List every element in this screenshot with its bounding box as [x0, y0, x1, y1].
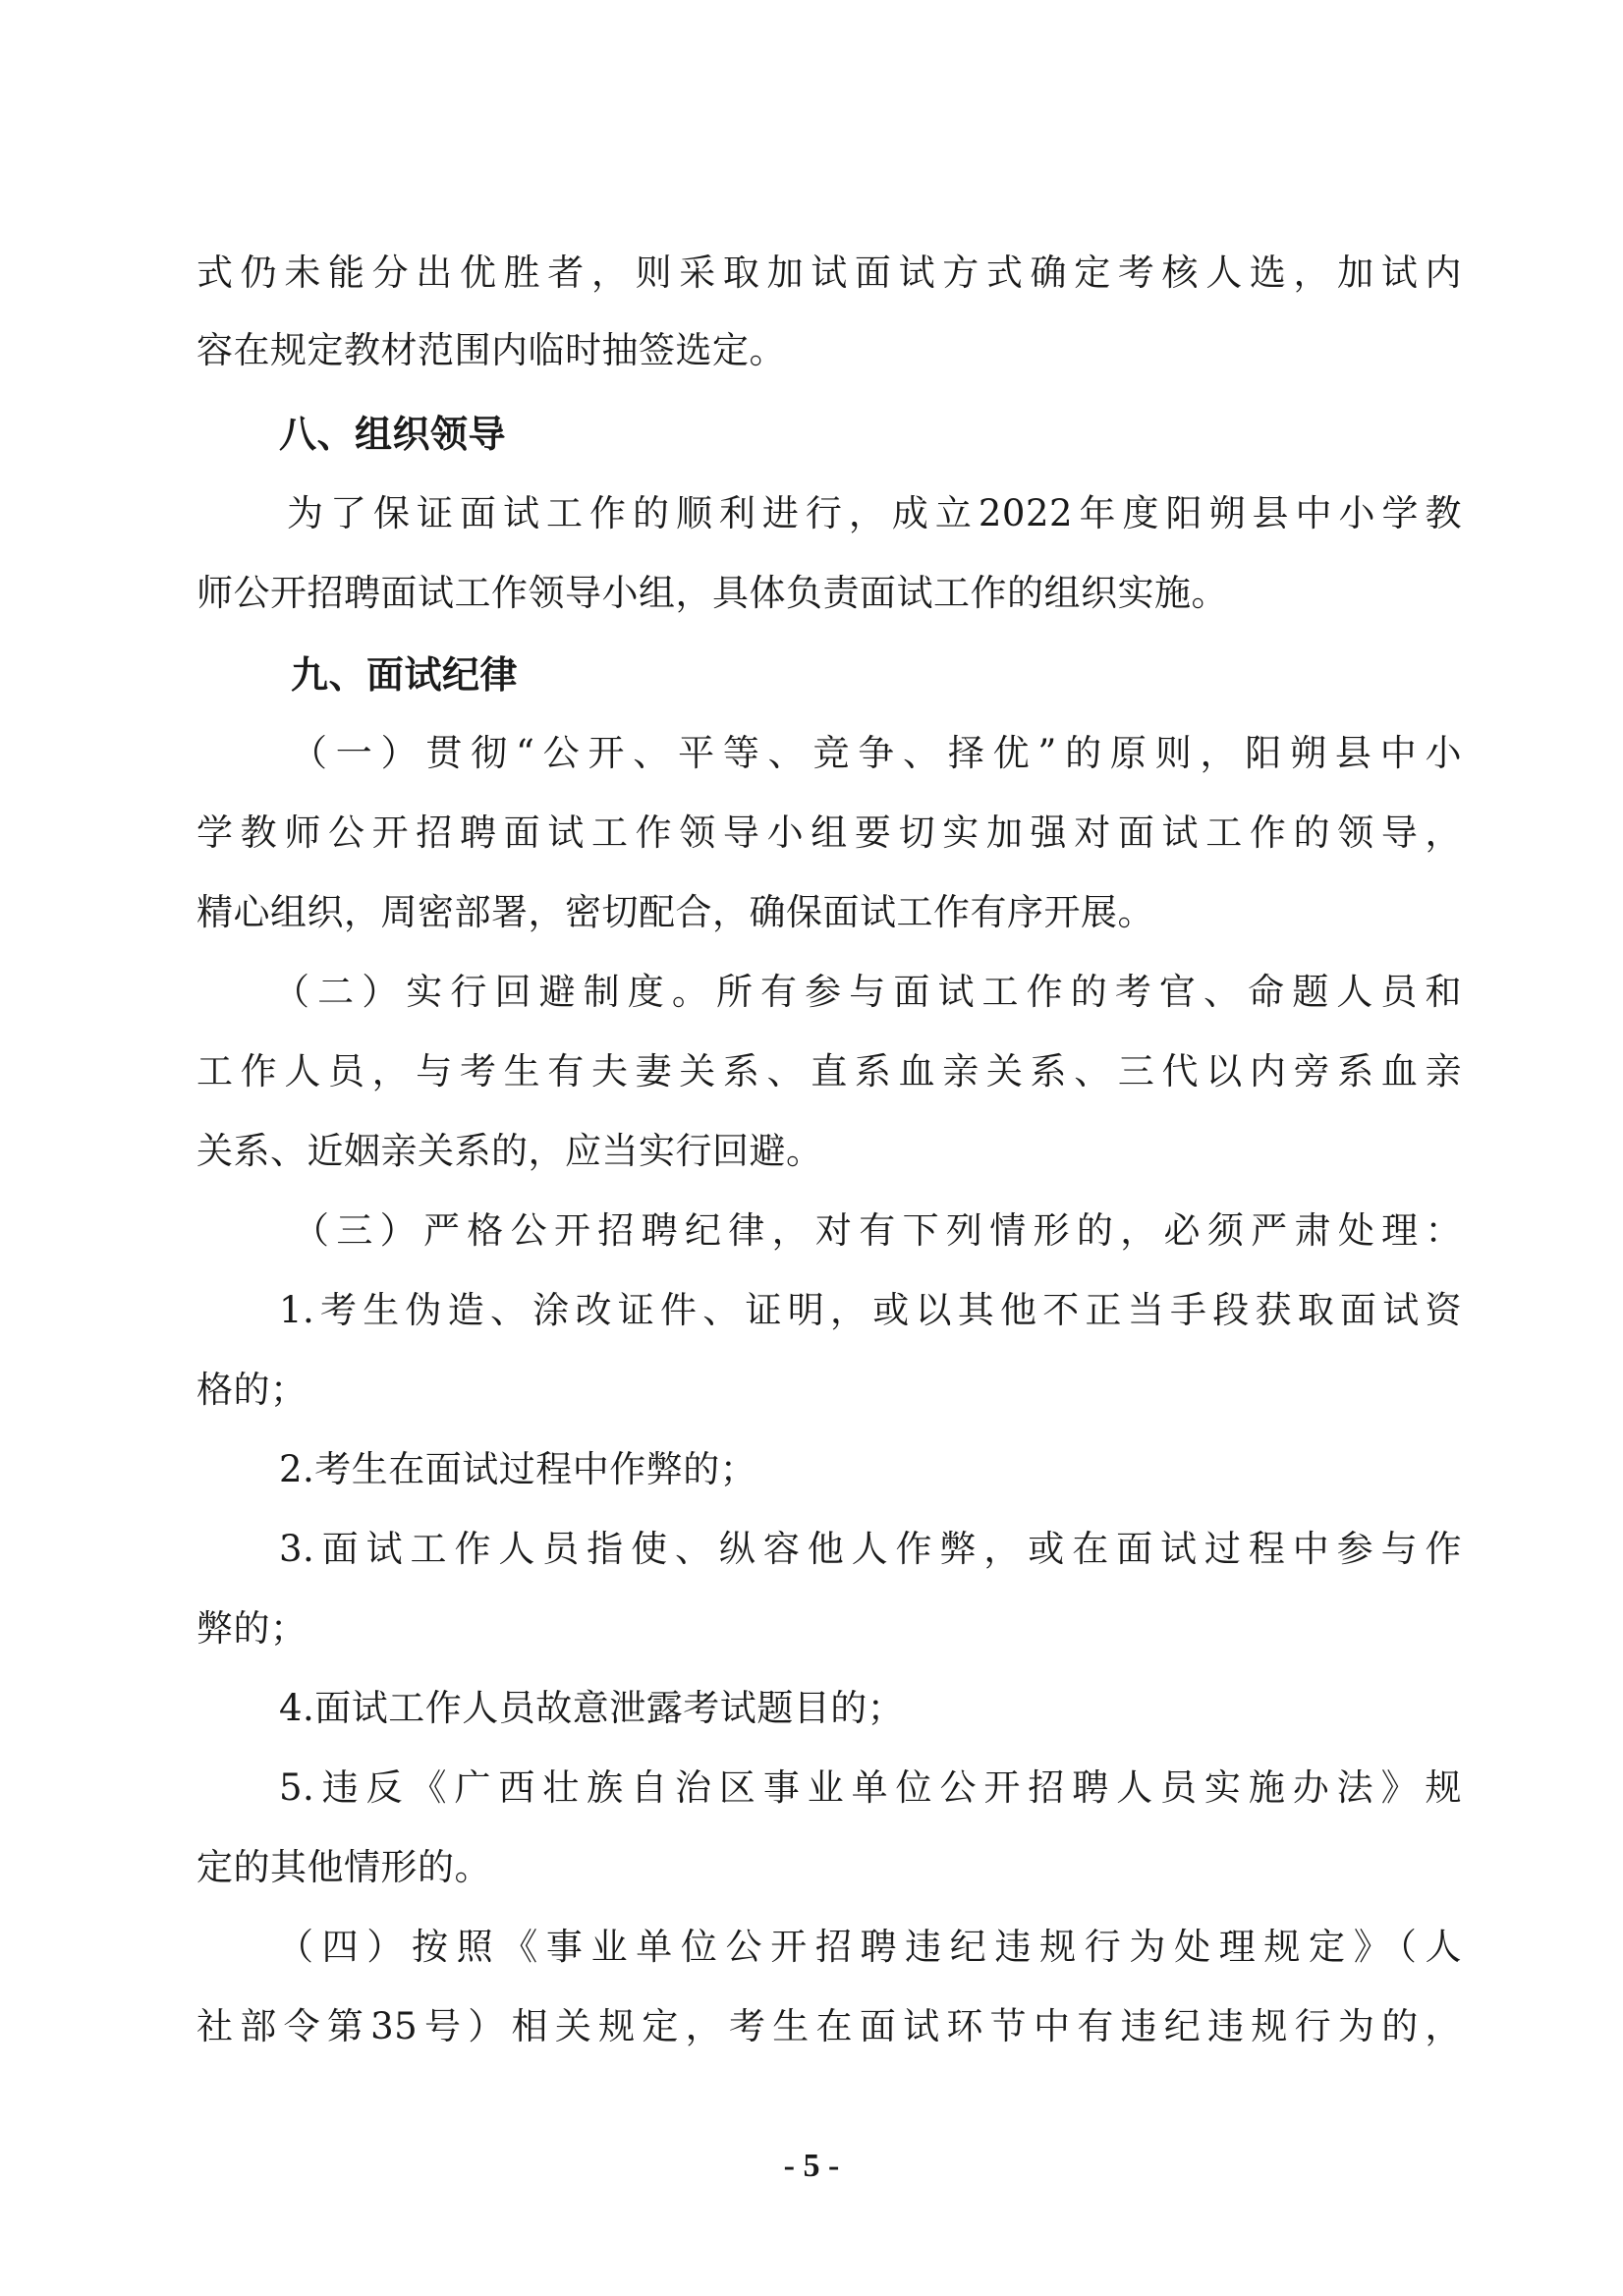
- paragraph-line: 式仍未能分出优胜者，则采取加试面试方式确定考核人选，加试内: [196, 252, 1462, 294]
- paragraph-line: 师公开招聘面试工作领导小组，具体负责面试工作的组织实施。: [196, 572, 1228, 614]
- paragraph-line: （二）实行回避制度。所有参与面试工作的考官、命题人员和: [273, 971, 1462, 1013]
- section-heading: 九、面试纪律: [291, 653, 519, 697]
- list-item-line: 5.违反《广西壮族自治区事业单位公开招聘人员实施办法》规: [279, 1766, 1462, 1809]
- paragraph-line: 学教师公开招聘面试工作领导小组要切实加强对面试工作的领导，: [196, 812, 1462, 854]
- list-item-line: 格的；: [196, 1369, 308, 1411]
- paragraph-line: 为了保证面试工作的顺利进行，成立2022年度阳朔县中小学教: [287, 492, 1462, 534]
- list-item-line: 定的其他情形的。: [196, 1846, 491, 1888]
- list-item-line: 3.面试工作人员指使、纵容他人作弊，或在面试过程中参与作: [279, 1528, 1462, 1570]
- paragraph-line: 工作人员，与考生有夫妻关系、直系血亲关系、三代以内旁系血亲: [196, 1050, 1462, 1092]
- list-item-line: 4.面试工作人员故意泄露考试题目的；: [279, 1687, 905, 1729]
- paragraph-line: （三）严格公开招聘纪律，对有下列情形的，必须严肃处理：: [293, 1209, 1462, 1252]
- list-item-line: 弊的；: [196, 1607, 308, 1650]
- paragraph-line: （一）贯彻“公开、平等、竞争、择优”的原则，阳朔县中小: [291, 732, 1462, 774]
- paragraph-line: 容在规定教材范围内临时抽签选定。: [196, 329, 786, 371]
- paragraph-line: 精心组织，周密部署，密切配合，确保面试工作有序开展。: [196, 891, 1154, 933]
- list-item-line: 1.考生伪造、涂改证件、证明，或以其他不正当手段获取面试资: [279, 1289, 1462, 1331]
- paragraph-line: 社部令第35号）相关规定，考生在面试环节中有违纪违规行为的，: [196, 2005, 1462, 2047]
- page-number: - 5 -: [783, 2148, 840, 2184]
- paragraph-line: （四）按照《事业单位公开招聘违纪违规行为处理规定》（人: [277, 1926, 1462, 1968]
- paragraph-line: 关系、近姻亲关系的，应当实行回避。: [196, 1130, 823, 1172]
- list-item-line: 2.考生在面试过程中作弊的；: [279, 1448, 757, 1490]
- section-heading: 八、组织领导: [279, 413, 507, 456]
